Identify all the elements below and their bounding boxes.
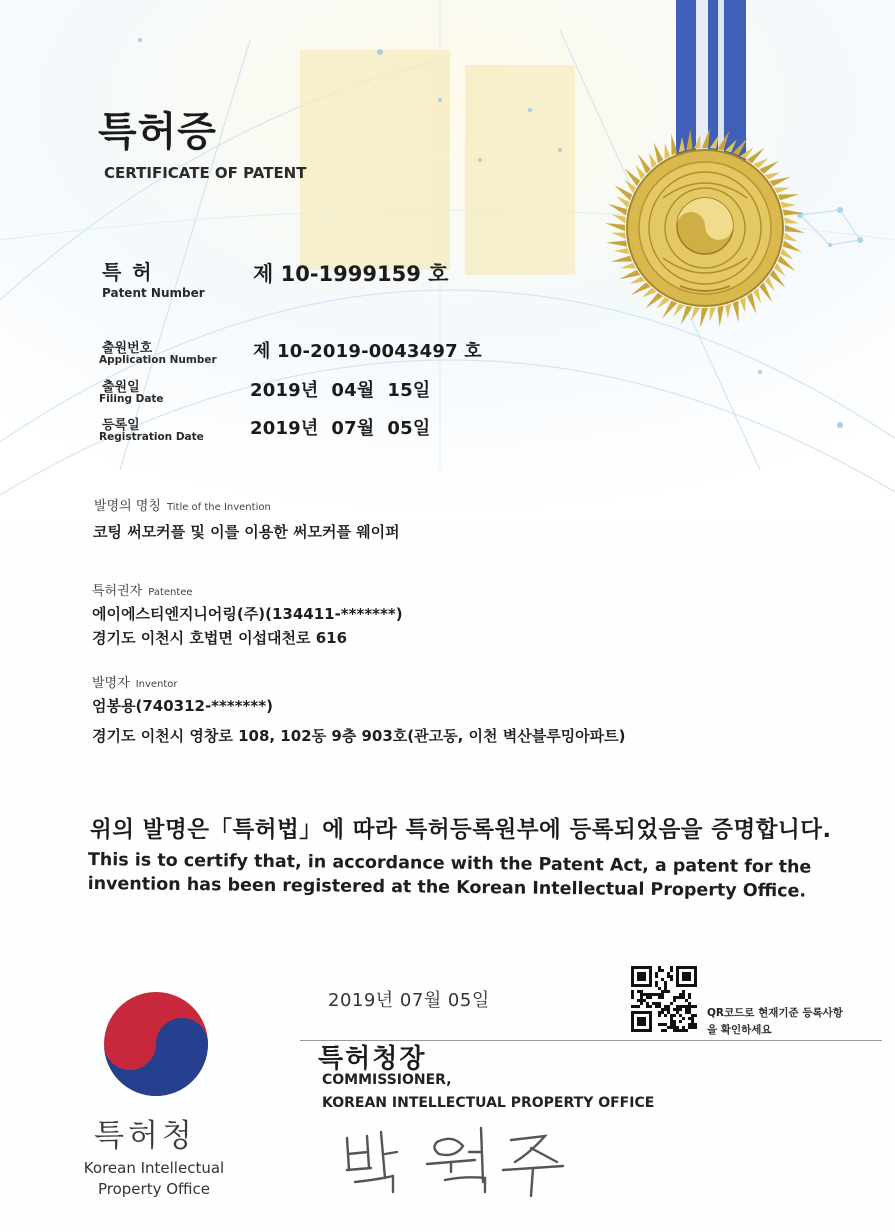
seal-ray (686, 129, 692, 150)
patent-number-label-en: Patent Number (102, 286, 205, 300)
certificate-title: 특허증 (98, 109, 217, 155)
patent-number-value: 제 10-1999159 호 (253, 262, 449, 286)
invention-label (94, 495, 271, 514)
seal-ray (765, 172, 781, 180)
seal-ray (710, 307, 716, 322)
seal-ray (783, 209, 804, 215)
seal-ray (702, 128, 710, 148)
patent-number-label: 특 허 (102, 260, 154, 284)
seal-ray (784, 217, 799, 223)
seal-ray (781, 202, 797, 208)
seal-ray (611, 256, 633, 262)
patentee-label (92, 580, 193, 599)
seal-ray (694, 134, 700, 149)
commissioner-title-en-2: KOREAN INTELLECTUAL PROPERTY OFFICE (322, 1095, 655, 1111)
seal-ray (614, 248, 630, 254)
kipo-name-en: Korean Intellectual Property Office (83, 1159, 225, 1198)
gold-seal (605, 118, 805, 338)
seal-ray (612, 214, 626, 223)
issue-date: 2019년 07월 05일 (328, 990, 490, 1011)
patentee-label-ko: 특허권자 (92, 584, 143, 599)
seal-ray (616, 196, 629, 208)
seal-ray (784, 233, 798, 242)
seal-ray (619, 270, 640, 280)
seal-ray (770, 177, 791, 187)
registration-date-label: 등록일 (102, 418, 140, 433)
commissioner-title-ko: 특허청장 (318, 1044, 427, 1074)
seal-ray (700, 308, 708, 328)
seal-ray (725, 139, 737, 152)
seal-ray (620, 263, 636, 269)
invention-label-en: Title of the Invention (166, 502, 271, 513)
kipo-logo (102, 990, 210, 1098)
signature (335, 1118, 575, 1198)
invention-label-ko: 발명의 명칭 (94, 499, 161, 514)
seal-ray (733, 301, 739, 323)
inventor-address: 경기도 이천시 영창로 108, 102동 9층 903호(관고동, 이천 벽산블루밍아파트) (92, 727, 626, 745)
seal-ray (747, 293, 757, 314)
seal-ray (629, 276, 645, 284)
seal-ray (783, 240, 802, 252)
registration-date-label-en: Registration Date (99, 431, 204, 443)
seal-ray (725, 304, 731, 320)
seal-ray (649, 152, 657, 168)
qr-code[interactable] (631, 966, 697, 1032)
qr-instruction: QR코드로 현재기준 등록사항을 확인하세요 (707, 1007, 843, 1036)
filing-date-label-en: Filing Date (99, 393, 164, 405)
seal-ray (673, 304, 685, 317)
seal-ray (717, 306, 723, 327)
seal-ray (740, 297, 746, 313)
seal-ray (679, 137, 685, 153)
declaration-ko: 위의 발명은「특허법」에 따라 특허등록원부에 등록되었음을 증명합니다. (90, 817, 832, 843)
kipo-name-ko: 특허청 (94, 1118, 196, 1154)
patentee-name: 에이에스티엔지니어링(주)(134411-*******) (92, 605, 403, 623)
application-number-label-en: Application Number (99, 354, 217, 366)
seal-ray (605, 223, 625, 231)
seal-ray (691, 307, 700, 321)
seal-ray (778, 194, 800, 200)
seal-ray (606, 240, 627, 246)
inventor-name: 엄봉용(740312-*******) (92, 697, 273, 715)
seal-ray (774, 187, 790, 193)
seal-ray (671, 134, 677, 156)
inventor-label-ko: 발명자 (92, 676, 130, 691)
inventor-label-en: Inventor (135, 679, 178, 690)
seal-ray (664, 143, 670, 159)
invention-title: 코팅 써모커플 및 이를 이용한 써모커플 웨이퍼 (93, 523, 400, 541)
registration-date-value: 2019년 07월 05일 (250, 418, 431, 439)
filing-date-value: 2019년 04월 15일 (250, 380, 431, 401)
certificate-title-en: CERTIFICATE OF PATENT (104, 164, 307, 182)
filing-date-label: 출원일 (102, 380, 140, 395)
seal-ray (681, 306, 693, 325)
seal-ray (654, 142, 664, 163)
seal-ray (611, 233, 626, 239)
patentee-label-en: Patentee (148, 587, 193, 598)
seal-ray (710, 135, 719, 149)
seal-ray (781, 248, 794, 260)
declaration-en: This is to certify that, in accordance with the Patent Act, a patent for the invention has been registered at the Korean Intellectual Property Office. (87, 849, 812, 902)
application-number-value: 제 10-2019-0043497 호 (253, 341, 482, 362)
seal-ray (785, 225, 805, 233)
application-number-label: 출원번호 (102, 341, 153, 356)
seal-ray (717, 131, 729, 150)
seal-ray (608, 204, 627, 216)
seal-ray (753, 288, 761, 304)
inventor-label (92, 672, 178, 691)
patentee-address: 경기도 이천시 호법면 이섭대천로 616 (92, 629, 348, 647)
commissioner-title-en-1: COMMISSIONER, (322, 1072, 452, 1088)
